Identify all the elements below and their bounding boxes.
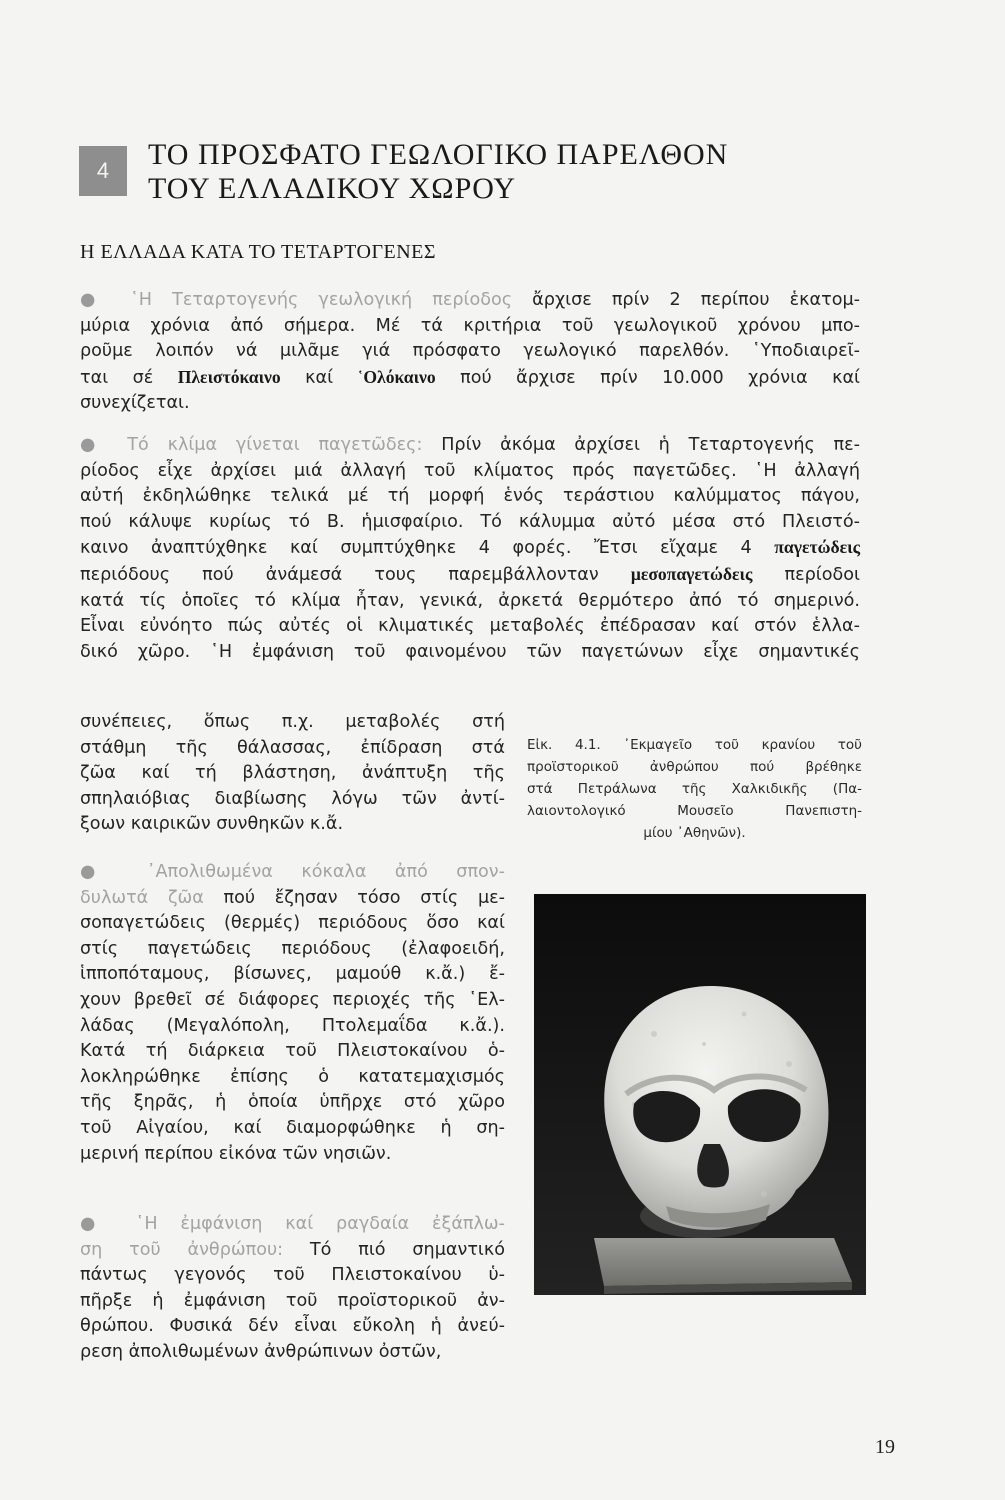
paragraph-line: δικό χῶρο. ῾Η ἐμφάνιση τοῦ φαινομένου τῶν παγετώνων εἶχε σημαντικές <box>80 641 860 662</box>
lead-phrase: ῾Η ἐμφάνιση καί ραγδαία ἐξάπλω- <box>135 1214 506 1234</box>
text-run: περιόδους πού ἀνάμεσά τους παρεμβάλλονταν <box>80 564 631 585</box>
paragraph-glacial-climate-continued <box>80 710 505 838</box>
paragraph-quaternary-period <box>80 288 860 417</box>
paragraph-line <box>80 860 505 886</box>
bullet-icon: ● <box>80 435 109 455</box>
paragraph-line: λοκληρώθηκε ἐπίσης ὁ κατατεμαχισμός <box>80 1066 505 1087</box>
term-glacial: παγετώδεις <box>774 537 860 558</box>
figure-caption <box>527 734 862 844</box>
lead-phrase: Τό κλίμα γίνεται παγετῶδες: <box>127 435 423 455</box>
paragraph-line: τῆς ξηρᾶς, ἡ ὁποία ὑπῆρχε στό χῶρο <box>80 1092 505 1113</box>
caption-line: προϊστορικοῦ ἀνθρώπου πού βρέθηκε <box>527 759 862 775</box>
paragraph-line: κατά τίς ὁποῖες τό κλίμα ἦταν, γενικά, ἀρκετά θερμότερο ἀπό τό σημερινό. <box>80 590 860 611</box>
paragraph-line: πάντως γεγονός τοῦ Πλειστοκαίνου ὑ- <box>80 1265 505 1286</box>
text-run: περίοδοι <box>752 564 860 585</box>
paragraph-line: χουν βρεθεῖ σέ διάφορες περιοχές τῆς ῾Ελ- <box>80 989 505 1010</box>
paragraph-line: στίς παγετώδεις περιόδους (ἐλαφοειδή, <box>80 938 505 959</box>
bullet-icon: ● <box>80 290 110 310</box>
term-interglacial: μεσοπαγετώδεις <box>630 563 753 584</box>
lead-phrase: ῾Η Τεταρτογενής γεωλογική περίοδος <box>129 290 513 310</box>
paragraph-line <box>80 433 860 459</box>
text-run: πού ἄρχισε πρίν 10.000 χρόνια καί <box>435 367 860 388</box>
paragraph-line <box>80 288 860 314</box>
chapter-title <box>148 138 908 206</box>
paragraph-line: μερινή περίπου εἰκόνα τῶν νησιῶν. <box>80 1143 392 1164</box>
chapter-number-badge <box>79 146 127 196</box>
paragraph-line: ρίοδος εἶχε ἀρχίσει μιά ἀλλαγή τοῦ κλίματος πρός παγετῶδες. ῾Η ἀλλαγή <box>80 460 860 481</box>
text-run: ἄρχισε πρίν 2 περίπου ἑκατομ- <box>512 290 861 310</box>
paragraph-line <box>80 886 505 912</box>
chapter-title-line-2: ΤΟΥ ΕΛΛΑΔΙΚΟΥ ΧΩΡΟΥ <box>148 172 517 205</box>
paragraph-line: μύρια χρόνια ἀπό σήμερα. Μέ τά κριτήρια τοῦ γεωλογικοῦ χρόνου μπο- <box>80 315 860 336</box>
caption-line: Εἰκ. 4.1. ᾿Εκμαγεῖο τοῦ κρανίου τοῦ <box>527 737 862 753</box>
paragraph-line: ἱπποπόταμους, βίσωνες, μαμούθ κ.ἄ.) ἔ- <box>80 964 505 985</box>
paragraph-line: αὐτή ἐκδηλώθηκε τελικά μέ τή μορφή ἑνός τεράστιου καλύμματος πάγου, <box>80 486 860 507</box>
paragraph-line: στάθμη τῆς θάλασσας, ἐπίδραση στά <box>80 737 505 758</box>
paragraph-line: ροῦμε λοιπόν νά μιλᾶμε γιά πρόσφατο γεωλογικό παρελθόν. ῾Υποδιαιρεῖ- <box>80 341 860 362</box>
lead-phrase: ᾿Απολιθωμένα κόκαλα ἀπό σπον- <box>146 862 505 882</box>
chapter-number: 4 <box>96 158 110 183</box>
text-run: καινο ἀναπτύχθηκε καί συμπτύχθηκε 4 φορές. Ἔτσι εἴχαμε 4 <box>80 538 775 559</box>
page-number: 19 <box>875 1436 895 1458</box>
paragraph-glacial-climate <box>80 433 860 665</box>
paragraph-line: τοῦ Αἰγαίου, καί διαμορφώθηκε ἡ ση- <box>80 1117 505 1138</box>
paragraph-line: ρεση ἀπολιθωμένων ἀνθρώπινων ὀστῶν, <box>80 1341 442 1362</box>
paragraph-line: ξοων καιρικῶν συνθηκῶν κ.ἄ. <box>80 814 344 835</box>
lead-phrase: δυλωτά ζῶα <box>80 887 204 908</box>
section-heading: Η ΕΛΛΑΔΑ ΚΑΤΑ ΤΟ ΤΕΤΑΡΤΟΓΕΝΕΣ <box>80 241 437 263</box>
paragraph-line <box>80 1238 505 1264</box>
paragraph-line <box>80 535 860 562</box>
caption-line: στά Πετράλωνα τῆς Χαλκιδικῆς (Πα- <box>527 781 862 797</box>
term-holocene: ῾Ολόκαινο <box>357 366 436 387</box>
caption-line: λαιοντολογικό Μουσεῖο Πανεπιστη- <box>527 803 862 819</box>
term-pleistocene: Πλειστόκαινο <box>177 366 281 387</box>
paragraph-human-appearance <box>80 1212 505 1366</box>
chapter-title-line-1: ΤΟ ΠΡΟΣΦΑΤΟ ΓΕΩΛΟΓΙΚΟ ΠΑΡΕΛΘΟΝ <box>148 138 729 171</box>
skull-cast-photo <box>534 894 866 1295</box>
lead-phrase: ση τοῦ ἀνθρώπου: <box>80 1239 284 1260</box>
paragraph-line <box>80 1212 505 1238</box>
paragraph-line: σπηλαιόβιας διαβίωσης λόγω τῶν ἀντί- <box>80 788 505 809</box>
paragraph-line: συνεχίζεται. <box>80 393 190 414</box>
paragraph-line: σοπαγετώδεις (θερμές) περιόδους ὅσο καί <box>80 913 505 934</box>
text-run: Πρίν ἀκόμα ἀρχίσει ἡ Τεταρτογενής πε- <box>422 435 861 455</box>
paragraph-line: πού κάλυψε κυρίως τό Β. ἡμισφαίριο. Τό κάλυμμα αὐτό μέσα στό Πλειστό- <box>80 511 860 532</box>
paragraph-line: πῆρξε ἡ ἐμφάνιση τοῦ προϊστορικοῦ ἀν- <box>80 1290 505 1311</box>
paragraph-line: Εἶναι εὐνόητο πώς αὐτές οἱ κλιματικές μεταβολές ἐπέδρασαν καί στόν ἑλλα- <box>80 616 860 637</box>
paragraph-line <box>80 562 860 589</box>
bullet-icon: ● <box>80 1214 113 1234</box>
paragraph-line: θρώπου. Φυσικά δέν εἶναι εὔκολη ἡ ἀνεύ- <box>80 1316 505 1337</box>
text-run: Τό πιό σημαντικό <box>283 1239 506 1260</box>
text-run: πού ἔζησαν τόσο στίς με- <box>203 887 505 908</box>
paragraph-line: Κατά τή διάρκεια τοῦ Πλειστοκαίνου ὁ- <box>80 1041 505 1062</box>
caption-line: μίου ᾿Αθηνῶν). <box>643 825 746 841</box>
skull-illustration <box>534 894 866 1295</box>
paragraph-fossil-bones <box>80 860 505 1167</box>
text-run: ται σέ <box>80 367 178 388</box>
bullet-icon: ● <box>80 862 119 882</box>
text-run: καί <box>280 367 358 388</box>
paragraph-line <box>80 365 860 392</box>
paragraph-line: ζῶα καί τή βλάστηση, ἀνάπτυξη τῆς <box>80 763 505 784</box>
paragraph-line: λάδας (Μεγαλόπολη, Πτολεμαΐδα κ.ἄ.). <box>80 1015 505 1036</box>
paragraph-line: συνέπειες, ὅπως π.χ. μεταβολές στή <box>80 712 505 732</box>
